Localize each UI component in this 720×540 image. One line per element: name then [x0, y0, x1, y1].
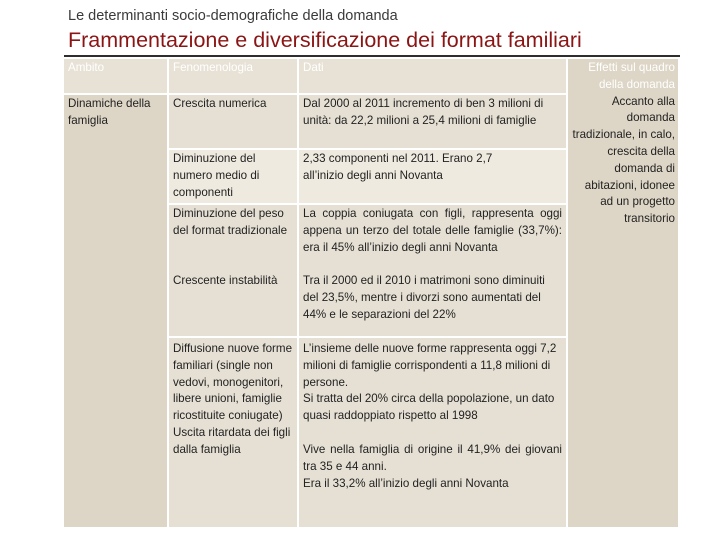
row-5-fenomenologia: Diffusione nuove forme familiari (single non vedovi, monogenitori, libere unioni, famiglie ricostituite coniugate)	[173, 342, 293, 423]
rows-5-6-dati	[299, 338, 566, 527]
supertitle: Le determinanti socio-demografiche della domanda	[68, 8, 398, 24]
page-title: Frammentazione e diversificazione dei format familiari	[68, 28, 582, 52]
rows-5-6-fenomenologia	[169, 338, 297, 527]
effetti-cell: Accanto alla domanda tradizionale, in calo, crescita della domanda di abitazioni, idonee ad un progetto transitorio	[572, 94, 675, 226]
effetti-column	[568, 59, 678, 527]
row-4-dati: Tra il 2000 ed il 2010 i matrimoni sono diminuiti del 23,5%, mentre i divorzi sono aumentati del 44% e le separazioni del 22%	[303, 274, 545, 321]
header-dati: Dati	[299, 59, 566, 93]
row-6-fenomenologia: Uscita ritardata dei figli dalla famiglia	[173, 425, 291, 456]
row-1-fenomenologia: Crescita numerica	[169, 95, 297, 148]
row-3-dati: La coppia coniugata con figli, rappresenta oggi appena un terzo del totale delle famiglie (33,7%): era il 45% all’inizio degli anni Novanta	[303, 207, 562, 254]
ambito-cell: Dinamiche della famiglia	[64, 95, 167, 527]
row-1-dati: Dal 2000 al 2011 incremento di ben 3 milioni di unità: da 22,2 milioni a 25,4 milioni di famiglie	[299, 95, 566, 148]
rows-3-4-dati	[299, 205, 566, 336]
row-2-dati: 2,33 componenti nel 2011. Erano 2,7 all’inizio degli anni Novanta	[299, 150, 566, 203]
row-5-dati: L’insieme delle nuove forme rappresenta oggi 7,2 milioni di famiglie corrispondenti a 11,8 milioni di persone.	[303, 342, 557, 389]
rows-3-4-fenomenologia	[169, 205, 297, 336]
row-6-dati: Vive nella famiglia di origine il 41,9% dei giovani tra 35 e 44 anni.	[303, 442, 562, 473]
row-5-dati-extra: Si tratta del 20% circa della popolazione, un dato quasi raddoppiato rispetto al 1998	[303, 392, 555, 423]
header-effetti: Effetti sul quadro della domanda	[588, 61, 675, 91]
row-6-dati-extra: Era il 33,2% all’inizio degli anni Novanta	[303, 476, 509, 490]
row-3-fenomenologia: Diminuzione del peso del format tradizionale	[173, 207, 288, 237]
header-ambito: Ambito	[64, 59, 167, 93]
title-underline	[64, 55, 680, 57]
row-4-fenomenologia: Crescente instabilità	[173, 274, 278, 287]
header-fenomenologia: Fenomenologia	[169, 59, 297, 93]
row-2-fenomenologia: Diminuzione del numero medio di componenti	[169, 150, 297, 203]
